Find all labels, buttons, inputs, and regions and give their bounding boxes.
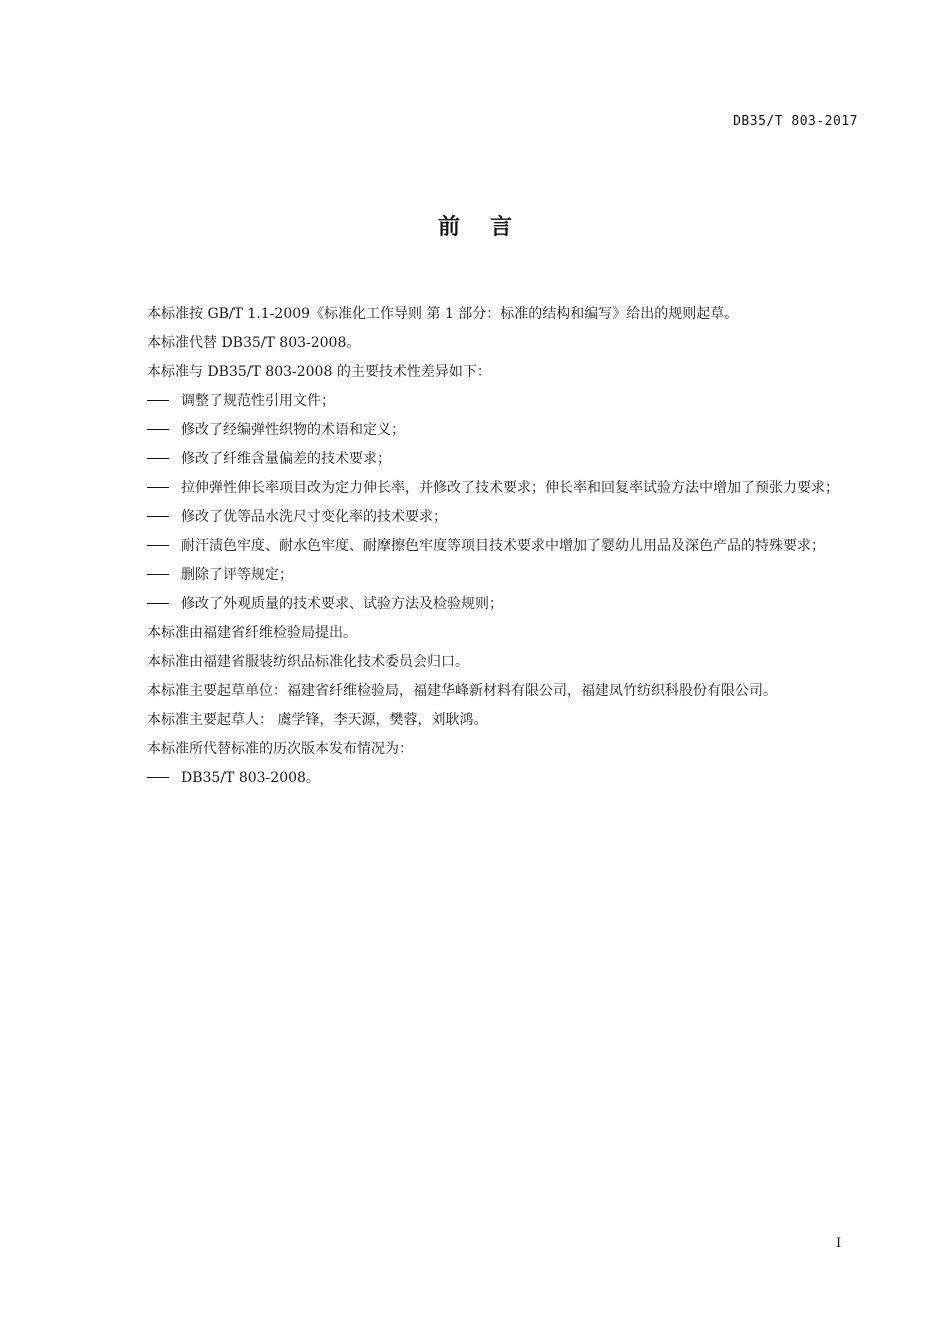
list-item-text: 耐汗渍色牢度、耐水色牢度、耐摩擦色牢度等项目技术要求中增加了婴幼儿用品及深色产品的特殊要求； bbox=[181, 538, 825, 554]
dash-icon bbox=[147, 545, 169, 547]
paragraph-under-jurisdiction: 本标准由福建省服装纺织品标准化技术委员会归口。 bbox=[147, 654, 469, 670]
dash-icon bbox=[147, 400, 169, 402]
list-item bbox=[113, 416, 860, 445]
dash-icon bbox=[147, 777, 169, 779]
foreword-body bbox=[113, 300, 860, 793]
document-code: DB35/T 803-2017 bbox=[733, 114, 858, 129]
list-item-text: 修改了纤维含量偏差的技术要求； bbox=[181, 451, 391, 467]
list-item-text: 调整了规范性引用文件； bbox=[181, 393, 335, 409]
list-item bbox=[113, 532, 860, 561]
list-item bbox=[113, 561, 860, 590]
paragraph-replaces: 本标准代替 DB35/T 803-2008。 bbox=[147, 335, 361, 351]
dash-icon bbox=[147, 458, 169, 460]
paragraph-drafting-rules: 本标准按 GB/T 1.1-2009《标准化工作导则 第 1 部分：标准的结构和编写》给出的规则起草。 bbox=[147, 306, 739, 322]
list-item bbox=[113, 590, 860, 619]
dash-icon bbox=[147, 429, 169, 431]
list-item-text: 删除了评等规定； bbox=[181, 567, 293, 583]
list-item bbox=[113, 445, 860, 474]
list-item-text: 修改了优等品水洗尺寸变化率的技术要求； bbox=[181, 509, 447, 525]
paragraph-history-intro: 本标准所代替标准的历次版本发布情况为： bbox=[147, 741, 413, 757]
list-item-text: 拉伸弹性伸长率项目改为定力伸长率，并修改了技术要求；伸长率和回复率试验方法中增加了预张力要求； bbox=[181, 480, 839, 496]
dash-icon bbox=[147, 516, 169, 518]
list-item bbox=[113, 503, 860, 532]
page-title: 前言 bbox=[437, 215, 542, 240]
list-item bbox=[113, 764, 860, 793]
list-item bbox=[113, 387, 860, 416]
list-item bbox=[113, 474, 860, 503]
paragraph-drafters: 本标准主要起草人： 虞学锋，李天源，樊蓉，刘耿鸿。 bbox=[147, 712, 488, 728]
list-item-text: DB35/T 803-2008。 bbox=[181, 770, 320, 786]
paragraph-drafting-units: 本标准主要起草单位：福建省纤维检验局，福建华峰新材料有限公司，福建凤竹纺织科股份有限公司。 bbox=[147, 683, 777, 699]
list-item-text: 修改了外观质量的技术要求、试验方法及检验规则； bbox=[181, 596, 503, 612]
list-item-text: 修改了经编弹性织物的术语和定义； bbox=[181, 422, 405, 438]
dash-icon bbox=[147, 487, 169, 489]
dash-icon bbox=[147, 574, 169, 576]
paragraph-differences-intro: 本标准与 DB35/T 803-2008 的主要技术性差异如下： bbox=[147, 364, 491, 380]
paragraph-proposed-by: 本标准由福建省纤维检验局提出。 bbox=[147, 625, 357, 641]
dash-icon bbox=[147, 603, 169, 605]
page-number: I bbox=[836, 1236, 842, 1251]
